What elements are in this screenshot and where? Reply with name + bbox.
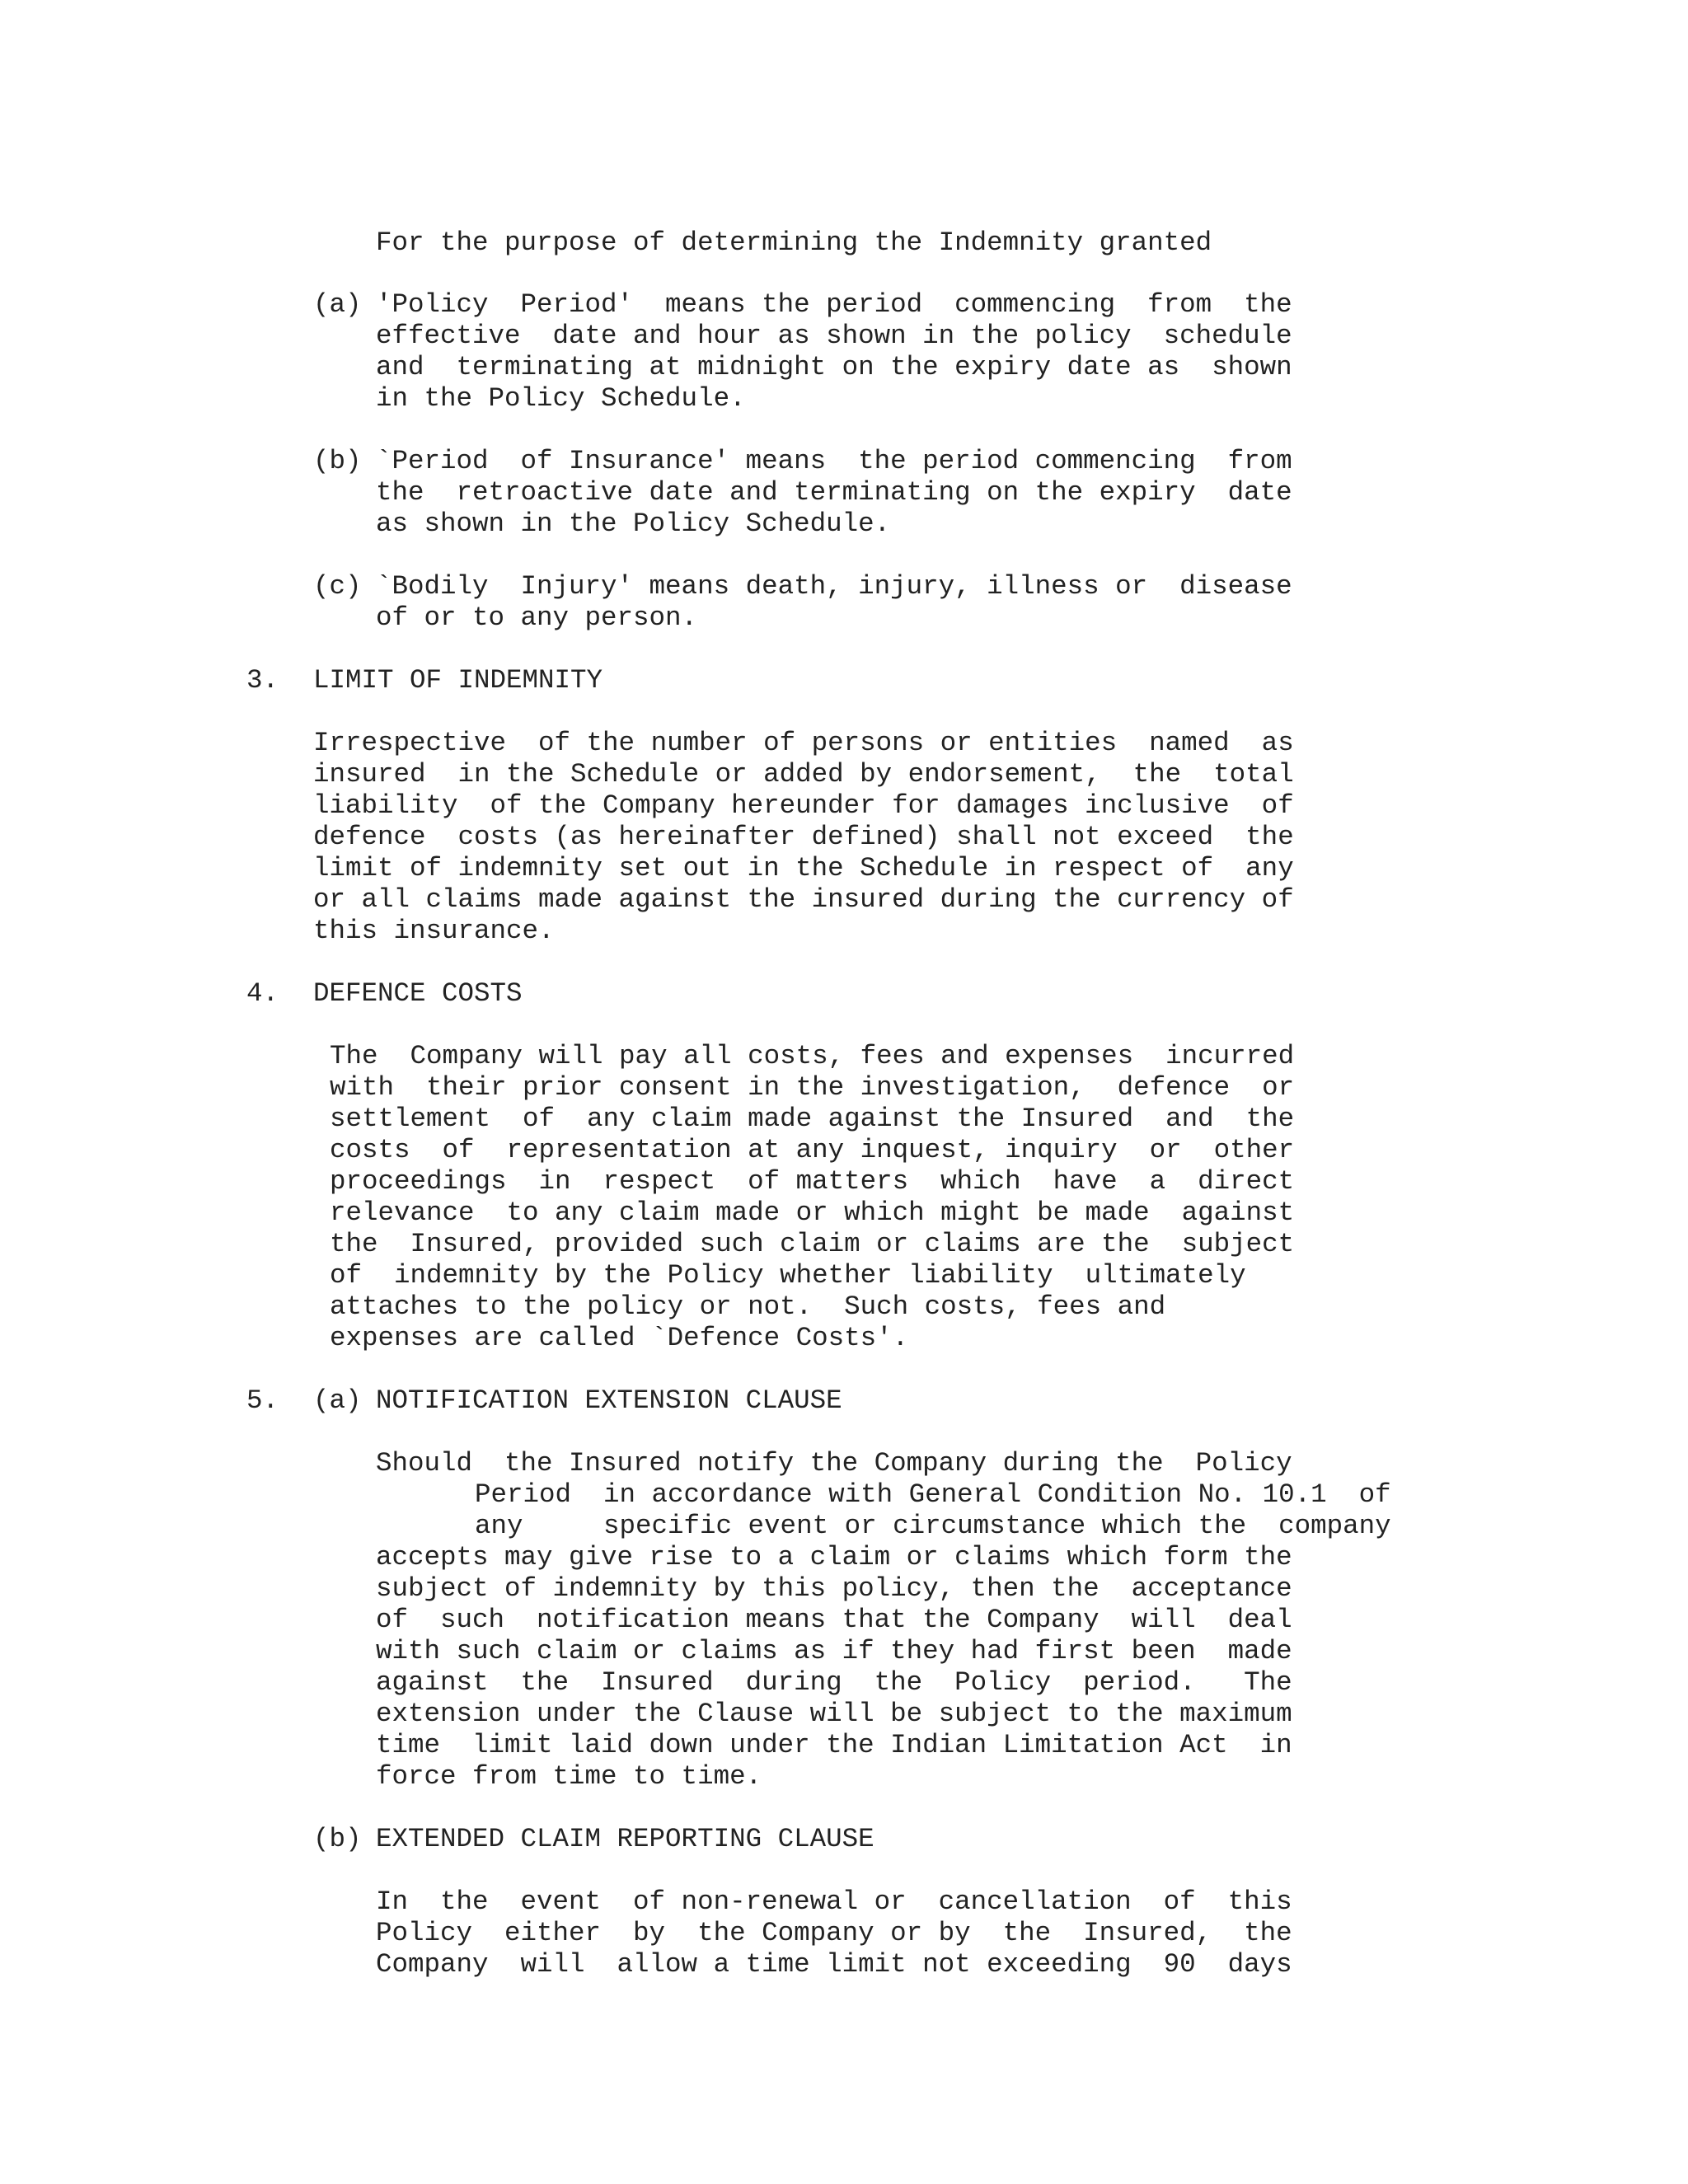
definition-a-line: 'Policy Period' means the period commencing from the	[376, 289, 1292, 320]
section-3-line: limit of indemnity set out in the Schedule in respect of any	[313, 853, 1294, 883]
section-5a-line: of such notification means that the Company will deal	[376, 1605, 1292, 1635]
section-3-line: insured in the Schedule or added by endorsement, the total	[313, 759, 1294, 790]
section-3-heading: LIMIT OF INDEMNITY	[313, 665, 603, 696]
section-5a-line: Period in accordance with General Condition No. 10.1 of	[475, 1479, 1391, 1510]
section-5b-heading: EXTENDED CLAIM REPORTING CLAUSE	[376, 1824, 874, 1854]
section-4-line: of indemnity by the Policy whether liability ultimately	[330, 1260, 1246, 1291]
section-5-number: 5.	[246, 1385, 279, 1416]
section-4-line: The Company will pay all costs, fees and expenses incurred	[330, 1041, 1295, 1071]
section-5a-line: force from time to time.	[376, 1761, 762, 1792]
section-3-line: Irrespective of the number of persons or entities named as	[313, 728, 1294, 758]
definition-label-a: (a)	[313, 289, 362, 320]
section-4-line: costs of representation at any inquest, inquiry or other	[330, 1135, 1295, 1165]
section-4-line: relevance to any claim made or which might be made against	[330, 1197, 1295, 1228]
intro-text: For the purpose of determining the Indemnity granted	[376, 227, 1212, 258]
section-5a-line: against the Insured during the Policy period. The	[376, 1667, 1292, 1698]
section-5b-line: In the event of non-renewal or cancellation of this	[376, 1886, 1292, 1917]
section-5a-label: (a)	[313, 1385, 362, 1416]
section-4-heading: DEFENCE COSTS	[313, 978, 523, 1009]
definition-a-line: effective date and hour as shown in the policy schedule	[376, 321, 1292, 351]
definition-a-line: in the Policy Schedule.	[376, 383, 746, 414]
section-4-line: expenses are called `Defence Costs'.	[330, 1323, 909, 1353]
section-4-line: the Insured, provided such claim or claims are the subject	[330, 1229, 1295, 1259]
section-5a-line: extension under the Clause will be subject to the maximum	[376, 1699, 1292, 1729]
definition-b-line: `Period of Insurance' means the period commencing from	[376, 446, 1292, 476]
section-3-line: liability of the Company hereunder for damages inclusive of	[313, 790, 1294, 821]
definition-c-line: `Bodily Injury' means death, injury, illness or disease	[376, 571, 1292, 602]
definition-label-c: (c)	[313, 571, 362, 602]
section-4-line: settlement of any claim made against the Insured and the	[330, 1104, 1295, 1134]
definition-b-line: the retroactive date and terminating on the expiry date	[376, 477, 1292, 508]
section-3-number: 3.	[246, 665, 279, 696]
section-5a-line: accepts may give rise to a claim or claims which form the	[376, 1542, 1292, 1572]
section-4-number: 4.	[246, 978, 279, 1009]
definition-c-line: of or to any person.	[376, 602, 698, 633]
section-4-line: with their prior consent in the investigation, defence or	[330, 1072, 1295, 1103]
section-4-line: attaches to the policy or not. Such costs, fees and	[330, 1291, 1166, 1322]
section-5b-label: (b)	[313, 1824, 362, 1854]
definition-b-line: as shown in the Policy Schedule.	[376, 509, 891, 539]
section-3-line: defence costs (as hereinafter defined) shall not exceed the	[313, 822, 1294, 852]
section-5a-line: any specific event or circumstance which the company	[475, 1511, 1391, 1541]
section-5a-line: time limit laid down under the Indian Limitation Act in	[376, 1730, 1292, 1760]
section-5a-line: subject of indemnity by this policy, then the acceptance	[376, 1573, 1292, 1604]
section-5b-line: Policy either by the Company or by the Insured, the	[376, 1918, 1292, 1948]
section-3-line: or all claims made against the insured during the currency of	[313, 884, 1294, 915]
section-5b-line: Company will allow a time limit not exceeding 90 days	[376, 1949, 1292, 1980]
section-5a-heading: NOTIFICATION EXTENSION CLAUSE	[376, 1385, 842, 1416]
definition-label-b: (b)	[313, 446, 362, 476]
section-3-line: this insurance.	[313, 916, 555, 946]
section-5a-line: Should the Insured notify the Company during the Policy	[376, 1448, 1292, 1479]
section-4-line: proceedings in respect of matters which have a direct	[330, 1166, 1295, 1197]
section-5a-line: with such claim or claims as if they had first been made	[376, 1636, 1292, 1666]
definition-a-line: and terminating at midnight on the expiry date as shown	[376, 352, 1292, 382]
